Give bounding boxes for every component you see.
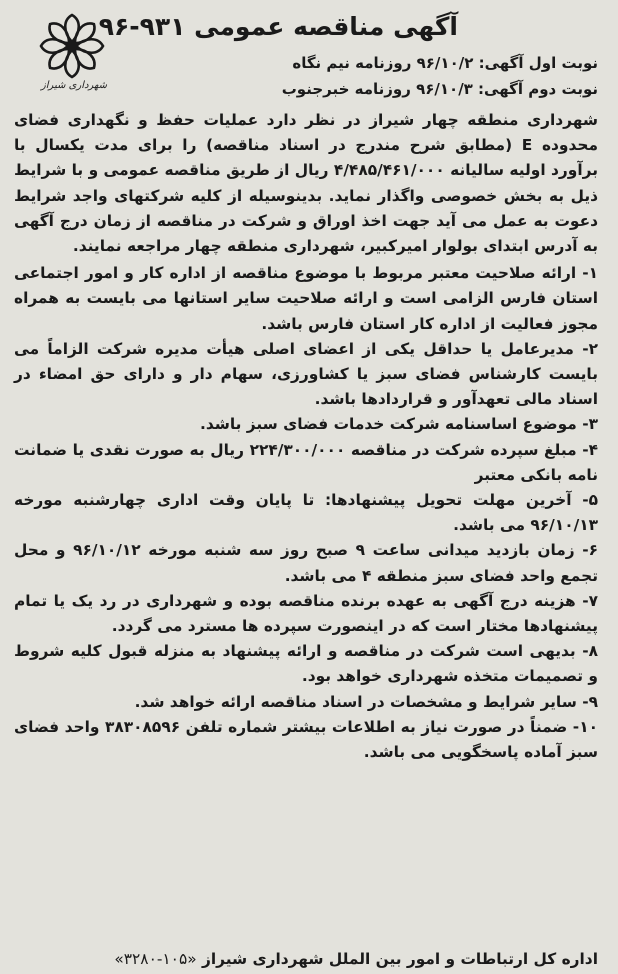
ad-header bbox=[14, 6, 598, 108]
condition-item: ۶- زمان بازدید میدانی ساعت ۹ صبح روز سه شنبه مورخه ۹۶/۱۰/۱۲ و محل تجمع واحد فضای سبز منطقه ۴ می باشد. bbox=[14, 541, 598, 585]
ad-title: آگهی مناقصه عمومی ۹۳۱-۹۶ bbox=[98, 12, 458, 41]
logo-caption: شهرداری شیراز bbox=[40, 80, 108, 91]
ad-code: «۱۰۵-۳۲۸۰» bbox=[114, 950, 197, 968]
condition-item: ۱- ارائه صلاحیت معتبر مربوط با موضوع مناقصه از اداره کار و امور اجتماعی استان فارس الزامی است و ارائه صلاحیت سایر استانها می بایست به همراه مجوز فعالیت از اداره کار استان فارس باشد. bbox=[14, 264, 598, 333]
issuer-name: اداره کل ارتباطات و امور بین الملل شهرداری شیراز bbox=[202, 950, 598, 968]
condition-item: ۱۰- ضمناً در صورت نیاز به اطلاعات بیشتر شماره تلفن ۳۸۳۰۸۵۹۶ واحد فضای سبز آماده پاسخگویی می باشد. bbox=[14, 717, 598, 762]
condition-item: ۷- هزینه درج آگهی به عهده برنده مناقصه بوده و شهرداری در رد یک یا تمام پیشنهادها مختار است که در اینصورت سپرده ها مسترد می گردد. bbox=[14, 591, 598, 636]
condition-item: ۴- مبلغ سپرده شرکت در مناقصه ۲۲۴/۳۰۰/۰۰۰ ریال به صورت نقدی یا ضمانت نامه بانکی معتبر bbox=[14, 440, 598, 484]
conditions-list bbox=[14, 261, 598, 765]
second-publication-line: نوبت دوم آگهی: ۹۶/۱۰/۳ روزنامه خبرجنوب bbox=[281, 80, 598, 98]
condition-item: ۹- سایر شرایط و مشخصات در اسناد مناقصه ارائه خواهد شد. bbox=[134, 692, 598, 711]
condition-item: ۲- مدیرعامل یا حداقل یکی از اعضای اصلی هیأت مدیره شرکت الزاماً می بایست کارشناس فضای سبز یا کشاورزی، سهام دار و دارای حق امضاء در اسناد مالی تعهدآور و قراردادها باشد. bbox=[14, 339, 598, 409]
condition-item: ۸- بدیهی است شرکت در مناقصه و ارائه پیشنهاد به منزله قبول کلیه شروط و تصمیمات متخذه شهرداری خواهد بود. bbox=[14, 642, 598, 686]
intro-paragraph: شهرداری منطقه چهار شیراز در نظر دارد عملیات حفظ و نگهداری فضای محدوده E (مطابق شرح مندرج در اسناد مناقصه) را برای مدت یکسال با برآورد اولیه سالیانه ۴/۴۸۵/۴۶۱/۰۰۰ ریال از طریق مناقصه عمومی و با شرایط ذیل به بخش خصوصی واگذار نماید. بدینوسیله از کلیه شرکتهای واجد شرایط دعوت به عمل می آید جهت اخذ اوراق و شرکت در مناقصه از زمان درج آگهی به آدرس ابتدای بولوار امیرکبیر، شهرداری منطقه چهار مراجعه نمایند. bbox=[14, 111, 599, 256]
ad-footer bbox=[14, 950, 598, 968]
first-publication-line: نوبت اول آگهی: ۹۶/۱۰/۲ روزنامه نیم نگاه bbox=[292, 54, 598, 72]
shiraz-municipality-logo-icon bbox=[16, 8, 128, 104]
condition-item: ۳- موضوع اساسنامه شرکت خدمات فضای سبز باشد. bbox=[199, 415, 598, 434]
condition-item: ۵- آخرین مهلت تحویل پیشنهادها: تا پایان وقت اداری چهارشنبه مورخه ۹۶/۱۰/۱۳ می باشد. bbox=[14, 491, 598, 535]
